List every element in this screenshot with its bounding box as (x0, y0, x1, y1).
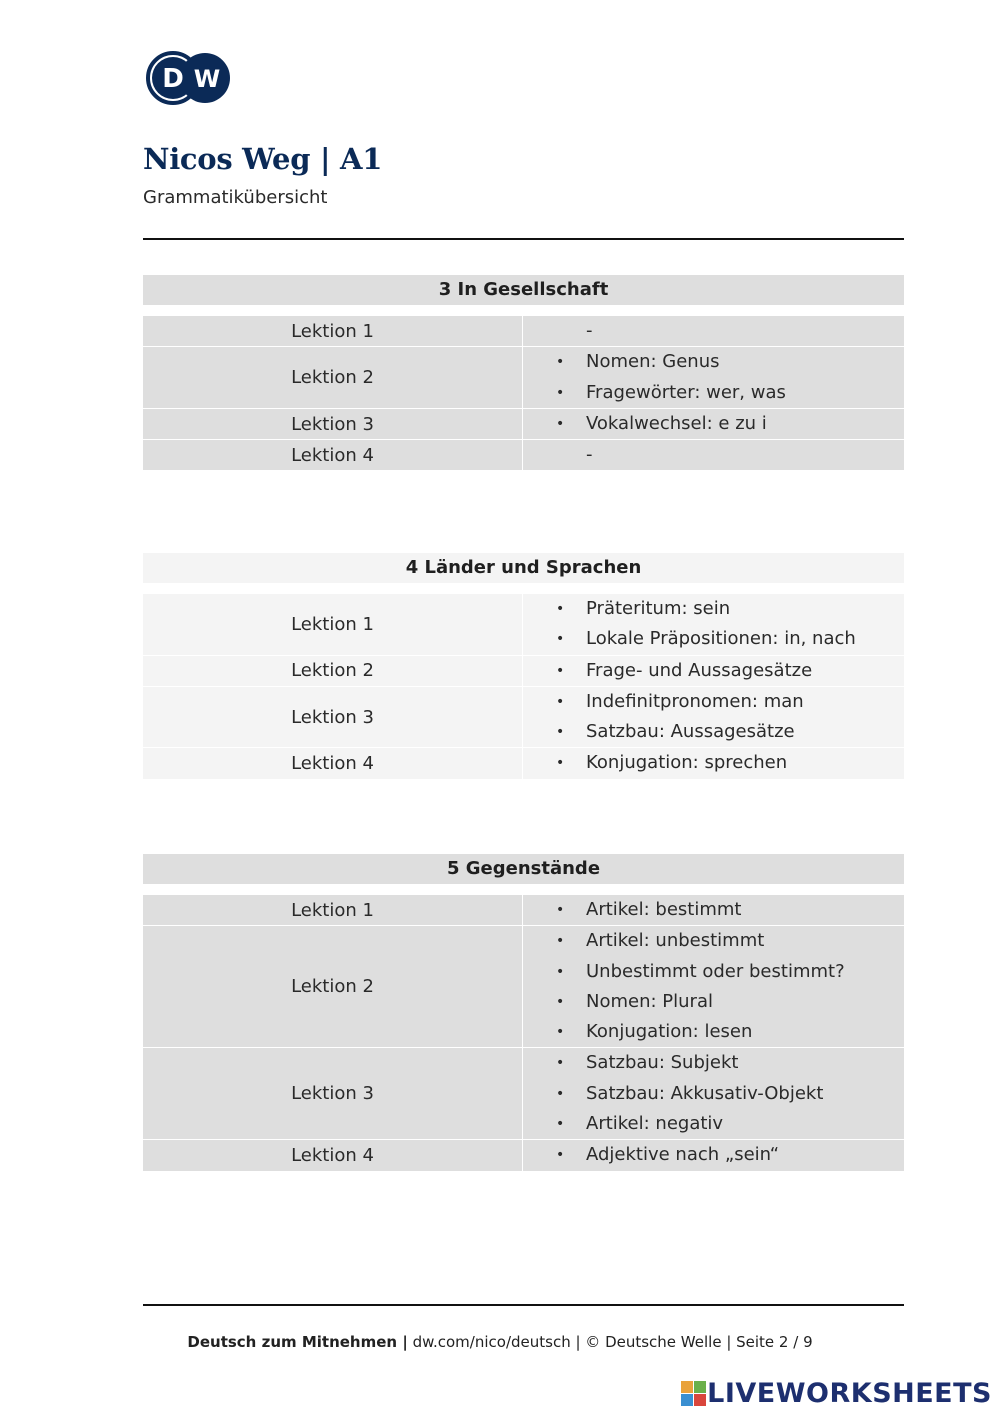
grammar-item-text: Konjugation: lesen (586, 1021, 753, 1043)
lektion-label: Lektion 4 (143, 748, 523, 778)
table-row (143, 895, 904, 925)
section-3-table (143, 275, 904, 470)
lektion-label: Lektion 3 (143, 1048, 523, 1139)
grammar-item (523, 717, 904, 747)
table-row (143, 439, 904, 470)
footer-brand: Deutsch zum Mitnehmen | (187, 1333, 408, 1351)
grammar-item (523, 987, 904, 1017)
lektion-label: Lektion 2 (143, 347, 523, 408)
page-subtitle: Grammatikübersicht (143, 187, 328, 208)
grammar-item-text: Konjugation: sprechen (586, 752, 788, 774)
grammar-item-text: Satzbau: Akkusativ-Objekt (586, 1082, 824, 1104)
grammar-item (523, 624, 904, 654)
table-row (143, 1047, 904, 1139)
grammar-item-text: Artikel: bestimmt (586, 899, 742, 920)
bullet-icon: • (556, 993, 565, 1010)
lektion-label: Lektion 2 (143, 656, 523, 686)
table-row (143, 925, 904, 1047)
liveworksheets-logo-icon (681, 1381, 707, 1407)
bullet-icon: • (556, 755, 565, 772)
grammar-item-text: Satzbau: Aussagesätze (586, 721, 795, 743)
section-4-table (143, 553, 904, 779)
grammar-item-text: Indefinitpronomen: man (586, 690, 804, 712)
table-row (143, 408, 904, 439)
lektion-label: Lektion 1 (143, 594, 523, 655)
grammar-items (523, 1048, 904, 1139)
header-divider (143, 238, 904, 240)
grammar-item-text: Fragewörter: wer, was (586, 381, 786, 403)
grammar-items (523, 347, 904, 408)
lektion-label: Lektion 3 (143, 687, 523, 748)
grammar-items (523, 1140, 904, 1170)
grammar-item-text: Frage- und Aussagesätze (586, 659, 813, 681)
section-heading: 3 In Gesellschaft (143, 275, 904, 305)
grammar-item-text: Satzbau: Subjekt (586, 1052, 739, 1074)
grammar-items (523, 594, 904, 655)
grammar-items (523, 926, 904, 1047)
grammar-item (523, 748, 904, 778)
grammar-items (523, 440, 904, 470)
bullet-icon: • (556, 1147, 565, 1164)
bullet-icon: • (556, 1024, 565, 1041)
grammar-item-text: Vokalwechsel: e zu i (586, 412, 767, 434)
svg-text:D: D (162, 64, 184, 94)
bullet-icon: • (556, 1085, 565, 1102)
grammar-item-text: - (586, 320, 593, 341)
grammar-item-text: Artikel: negativ (586, 1113, 724, 1135)
table-row (143, 747, 904, 778)
bullet-icon: • (556, 354, 565, 371)
grammar-item (523, 347, 904, 377)
grammar-items (523, 409, 904, 439)
grammar-items (523, 895, 904, 925)
bullet-icon: • (556, 662, 565, 679)
lektion-label: Lektion 3 (143, 409, 523, 439)
lektion-label: Lektion 2 (143, 926, 523, 1047)
grammar-item-text: Präteritum: sein (586, 598, 731, 619)
grammar-item (523, 316, 904, 346)
svg-text:W: W (193, 65, 221, 93)
bullet-icon: • (556, 631, 565, 648)
section-heading: 4 Länder und Sprachen (143, 553, 904, 583)
grammar-item (523, 1048, 904, 1078)
grammar-item-text: Lokale Präpositionen: in, nach (586, 628, 856, 650)
bullet-icon: • (556, 902, 565, 918)
grammar-item (523, 687, 904, 717)
grammar-item (523, 409, 904, 439)
grammar-item-text: Nomen: Plural (586, 990, 713, 1012)
grammar-item (523, 926, 904, 956)
grammar-item (523, 1140, 904, 1170)
grammar-item (523, 1079, 904, 1109)
table-row (143, 686, 904, 748)
grammar-item-text: Unbestimmt oder bestimmt? (586, 960, 845, 982)
bullet-icon: • (556, 384, 565, 401)
dw-logo (145, 50, 237, 106)
bullet-icon: • (556, 1055, 565, 1072)
grammar-item (523, 656, 904, 686)
lektion-label: Lektion 4 (143, 440, 523, 470)
table-row (143, 655, 904, 686)
grammar-item (523, 440, 904, 470)
lektion-label: Lektion 1 (143, 895, 523, 925)
bullet-icon: • (556, 415, 565, 432)
bullet-icon: • (556, 693, 565, 710)
lektion-label: Lektion 4 (143, 1140, 523, 1170)
grammar-item-text: Adjektive nach „sein“ (586, 1144, 780, 1166)
grammar-items (523, 687, 904, 748)
grammar-items (523, 316, 904, 346)
lektion-label: Lektion 1 (143, 316, 523, 346)
page-title: Nicos Weg | A1 (143, 142, 383, 176)
grammar-item (523, 1109, 904, 1139)
grammar-item (523, 895, 904, 925)
bullet-icon: • (556, 963, 565, 980)
grammar-items (523, 656, 904, 686)
bullet-icon: • (556, 601, 565, 617)
page-footer (0, 1333, 1000, 1351)
section-heading: 5 Gegenstände (143, 854, 904, 884)
grammar-item (523, 1017, 904, 1047)
grammar-item-text: Nomen: Genus (586, 351, 720, 373)
grammar-item (523, 594, 904, 624)
bullet-icon: • (556, 724, 565, 741)
section-5-table (143, 854, 904, 1171)
table-row (143, 594, 904, 655)
grammar-item (523, 378, 904, 408)
bullet-icon: • (556, 933, 565, 950)
table-row (143, 346, 904, 408)
grammar-item (523, 957, 904, 987)
liveworksheets-text: LIVEWORKSHEETS (707, 1378, 992, 1409)
liveworksheets-watermark (681, 1378, 992, 1409)
footer-divider (143, 1304, 904, 1306)
bullet-icon: • (556, 1116, 565, 1133)
footer-info: dw.com/nico/deutsch | © Deutsche Welle | Seite 2 / 9 (407, 1333, 813, 1351)
grammar-items (523, 748, 904, 778)
table-row (143, 316, 904, 346)
table-row (143, 1139, 904, 1170)
grammar-item-text: - (586, 444, 593, 466)
grammar-item-text: Artikel: unbestimmt (586, 930, 765, 952)
